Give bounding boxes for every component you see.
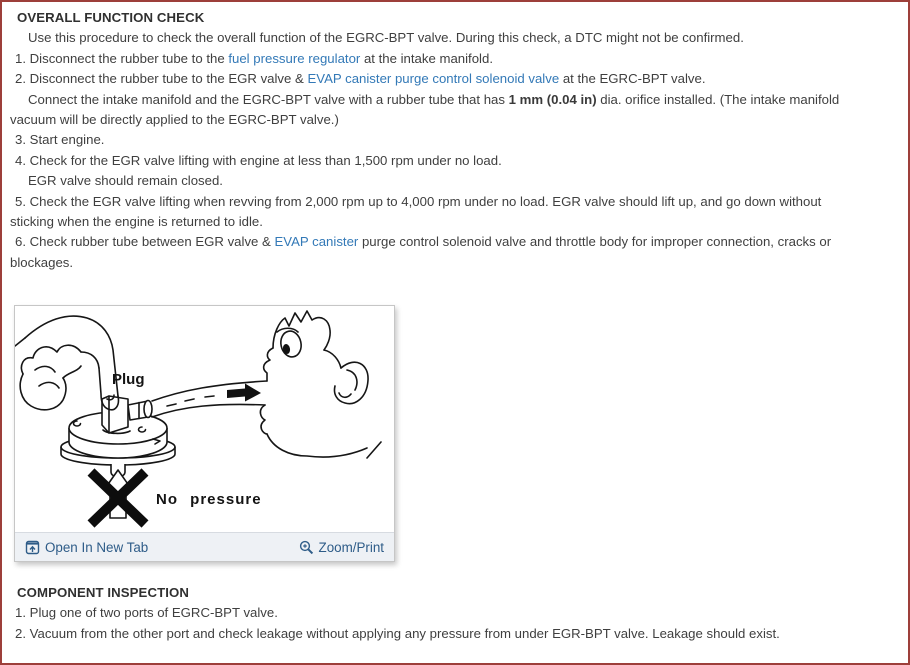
text-segment: blockages. [10, 254, 74, 270]
plug-label: Plug [112, 371, 145, 389]
component-inspection-section [10, 583, 908, 644]
open-in-new-tab-label: Open In New Tab [45, 539, 149, 555]
figure-card [14, 305, 395, 562]
flow-arrow-icon [227, 384, 261, 402]
inline-link[interactable]: EVAP canister purge control solenoid valve [307, 71, 560, 87]
figure-image [15, 306, 394, 532]
section-heading: COMPONENT INSPECTION [17, 585, 189, 601]
text-line [10, 624, 908, 644]
text-line [10, 28, 908, 48]
text-segment: 5. Check the EGR valve lifting when revving from 2,000 rpm up to 4,000 rpm under no load. EGR valve should lift up, and go down without [15, 193, 822, 209]
inline-link[interactable]: fuel pressure regulator [228, 50, 361, 66]
hand-drawing [15, 316, 118, 410]
inline-link[interactable]: EVAP canister [274, 234, 359, 250]
text-line [10, 212, 908, 232]
text-line [10, 110, 908, 130]
text-segment: at the EGRC-BPT valve. [559, 71, 706, 87]
figure-footer [15, 532, 394, 561]
overall-function-check-section [10, 8, 908, 273]
open-in-new-tab-link[interactable] [25, 540, 148, 555]
text-line [10, 151, 908, 171]
text-line [10, 69, 908, 89]
text-line [10, 49, 908, 69]
text-segment: 3. Start engine. [15, 132, 105, 148]
text-segment: 1. Plug one of two ports of EGRC-BPT valve. [15, 605, 278, 621]
text-line [10, 603, 908, 623]
section-heading: OVERALL FUNCTION CHECK [17, 10, 205, 25]
text-line [10, 232, 908, 252]
zoom-in-icon [299, 540, 314, 555]
text-line [10, 130, 908, 150]
text-line [10, 90, 908, 110]
text-segment: 6. Check rubber tube between EGR valve & [15, 234, 275, 250]
text-segment: sticking when the engine is returned to idle. [10, 213, 263, 229]
no-pressure-mark [91, 470, 145, 524]
no-pressure-label: No pressure [156, 491, 262, 509]
text-line [10, 192, 908, 212]
text-segment: at the intake manifold. [360, 50, 493, 66]
text-segment: Use this procedure to check the overall function of the EGRC-BPT valve. During this check, a DTC might not be confirmed. [28, 30, 744, 46]
text-segment: 1 mm (0.04 in) [508, 91, 597, 107]
text-segment: 2. Disconnect the rubber tube to the EGR valve & [15, 71, 308, 87]
text-segment: EGR valve should remain closed. [28, 173, 223, 189]
zoom-print-link[interactable] [299, 540, 384, 555]
text-segment: 1. Disconnect the rubber tube to the [15, 50, 229, 66]
text-segment: Connect the intake manifold and the EGRC-BPT valve with a rubber tube that has [28, 91, 509, 107]
text-segment: vacuum will be directly applied to the EGRC-BPT valve.) [10, 111, 339, 127]
text-line [10, 253, 908, 273]
text-line [10, 171, 908, 191]
text-segment: dia. orifice installed. (The intake manifold [596, 91, 840, 107]
tube-drawing [152, 381, 267, 417]
open-in-new-tab-icon [25, 540, 40, 555]
text-segment: purge control solenoid valve and throttle body for improper connection, cracks or [358, 234, 832, 250]
text-segment: 4. Check for the EGR valve lifting with engine at less than 1,500 rpm under no load. [15, 152, 502, 168]
egr-bpt-valve-illustration [15, 306, 394, 532]
text-segment: 2. Vacuum from the other port and check leakage without applying any pressure from under EGR-BPT valve. Leakage should exist. [15, 625, 780, 641]
zoom-print-label: Zoom/Print [318, 539, 384, 555]
face-drawing [260, 311, 381, 458]
